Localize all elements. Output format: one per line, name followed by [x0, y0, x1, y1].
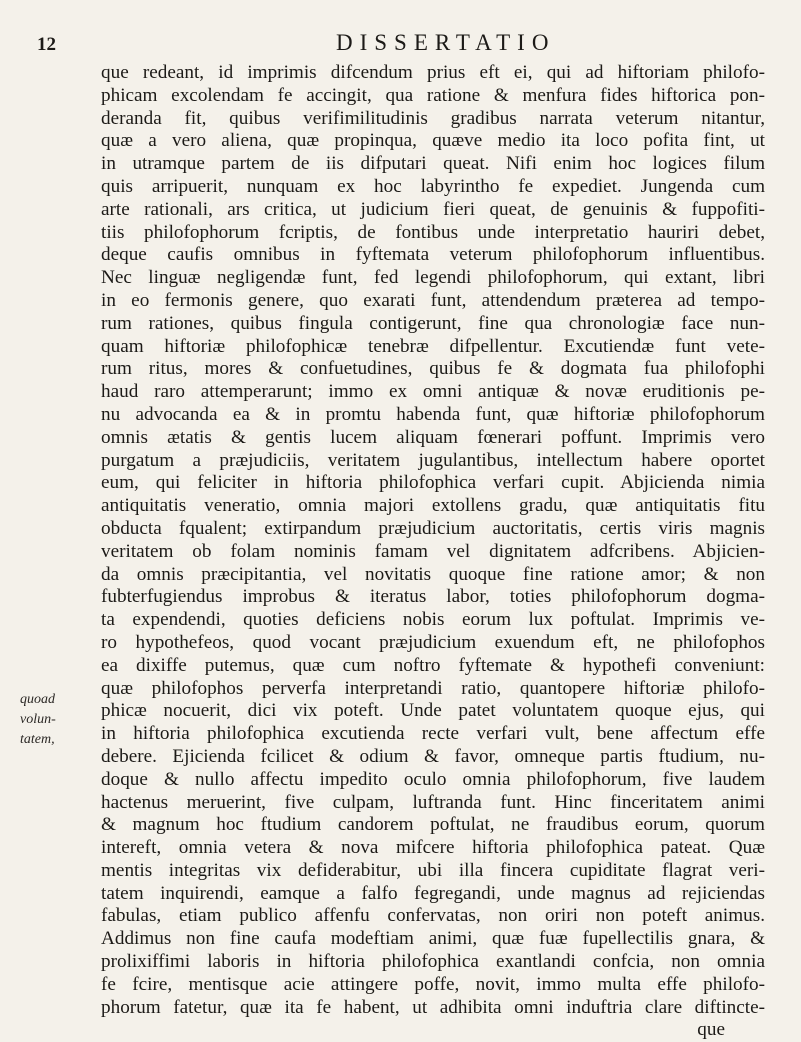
text-line: deque caufis omnibus in fyftemata veterum philofophorum influentibus. — [101, 244, 765, 266]
text-line: & magnum hoc ftudium candorem poftulat, ne fraudibus eorum, quorum — [101, 814, 765, 836]
text-line: debere. Ejicienda fcilicet & odium & favor, omneque partis ftudium, nu- — [101, 745, 765, 767]
margin-note-line: tatem, — [20, 732, 55, 747]
text-line: mentis integritas vix defiderabitur, ubi illa fincera cupiditate flagrat veri- — [101, 859, 765, 881]
text-line: veritatem ob folam nominis famam vel dignitatem adfcribens. Abjicien- — [101, 540, 765, 562]
text-line: antiquitatis veneratio, omnia majori extollens gradu, quæ antiquitatis fitu — [101, 495, 765, 517]
page-number: 12 — [37, 34, 56, 55]
text-line: in utramque partem de iis difputari queat. Nifi enim hoc logices filum — [101, 153, 765, 175]
text-line: ro hypothefeos, quod vocant præjudicium exuendum eft, ne philofophos — [101, 631, 765, 653]
text-line: ta expendendi, quoties deficiens nobis eorum lux poftulat. Imprimis ve- — [101, 609, 765, 631]
text-line: quis arripuerit, nunquam ex hoc labyrintho fe expediet. Jungenda cum — [101, 175, 765, 197]
text-line: deranda fit, quibus verifimilitudinis gradibus narrata veterum nitantur, — [101, 107, 765, 129]
text-line: in hiftoria philofophica excutienda recte verfari vult, bene affectum effe — [101, 723, 765, 745]
text-line: nu advocanda ea & in promtu habenda funt, quæ hiftoriæ philofophorum — [101, 403, 765, 425]
text-line: tatem inquirendi, eamque a falfo fegregandi, unde magnus ad rejiciendas — [101, 882, 765, 904]
text-line: omnis ætatis & gentis lucem aliquam fœnerari poffunt. Imprimis vero — [101, 426, 765, 448]
text-line: purgatum a præjudiciis, veritatem jugulantibus, intellectum habere oportet — [101, 449, 765, 471]
text-line: haud raro attemperarunt; immo ex omni antiquæ & novæ eruditionis pe- — [101, 381, 765, 403]
text-line: phorum fatetur, quæ ita fe habent, ut adhibita omni induftria clare diftincte- — [101, 996, 765, 1018]
running-head: DISSERTATIO — [336, 30, 556, 55]
text-line: quam hiftoriæ philofophicæ tenebræ difpellentur. Excutiendæ funt vete- — [101, 335, 765, 357]
text-line: phicam excolendam fe accingit, qua ratione & menfura fides hiftorica pon- — [101, 84, 765, 106]
text-line: in eo fermonis genere, quo exarati funt, attendendum præterea ad tempo- — [101, 289, 765, 311]
margin-note-line: quoad volun- — [20, 692, 56, 727]
text-line: ea dixiffe putemus, quæ cum noftro fyftemate & hypothefi conveniunt: — [101, 654, 765, 676]
text-line: fubterfugiendus improbus & iteratus labor, toties philofophorum dogma- — [101, 586, 765, 608]
text-line: hactenus meruerint, five culpam, luftranda funt. Hinc finceritatem animi — [101, 791, 765, 813]
text-line: quæ a vero aliena, quæ propinqua, quæve medio ita loco pofita fint, ut — [101, 130, 765, 152]
text-line: fabulas, etiam publico affenfu confervatas, non oriri non poteft animus. — [101, 905, 765, 927]
text-line: da omnis præcipitantia, vel novitatis quoque fine ratione amor; & non — [101, 563, 765, 585]
text-line: arte rationali, ars critica, ut judicium fieri queat, de genuinis & fuppofiti- — [101, 198, 765, 220]
text-line: obducta fqualent; extirpandum præjudicium auctoritatis, certis viris magnis — [101, 517, 765, 539]
margin-note — [20, 690, 90, 750]
text-line: prolixiffimi laboris in hiftoria philofophica exantlandi confcia, non omnia — [101, 951, 765, 973]
text-line: doque & nullo affectu impedito oculo omnia philofophorum, five laudem — [101, 768, 765, 790]
text-line: phicæ nocuerit, dici vix poteft. Unde patet voluntatem quoque ejus, qui — [101, 700, 765, 722]
catchword: que — [697, 1019, 725, 1041]
text-line: fe fcire, mentisque acie attingere poffe, novit, immo multa effe philofo- — [101, 973, 765, 995]
text-line: eum, qui feliciter in hiftoria philofophica verfari cupit. Abjicienda nimia — [101, 472, 765, 494]
body-text — [101, 62, 765, 1042]
text-line: Nec linguæ negligendæ funt, fed legendi philofophorum, qui extant, libri — [101, 267, 765, 289]
text-line: rum rationes, quibus fingula contigerunt, fine qua chronologiæ face nun- — [101, 312, 765, 334]
text-line: quæ philofophos perverfa interpretandi ratio, quantopere hiftoriæ philofo- — [101, 677, 765, 699]
text-line: intereft, omnia vetera & nova mifcere hiftoria philofophica pateat. Quæ — [101, 837, 765, 859]
text-line: rum ritus, mores & confuetudines, quibus fe & dogmata fua philofophi — [101, 358, 765, 380]
text-line: tiis philofophorum fcriptis, de fontibus unde interpretatio hauriri debet, — [101, 221, 765, 243]
text-line: que redeant, id imprimis difcendum prius eft ei, qui ad hiftoriam philofo- — [101, 62, 765, 83]
text-line: Addimus non fine caufa modeftiam animi, quæ fuæ fupellectilis gnara, & — [101, 928, 765, 950]
